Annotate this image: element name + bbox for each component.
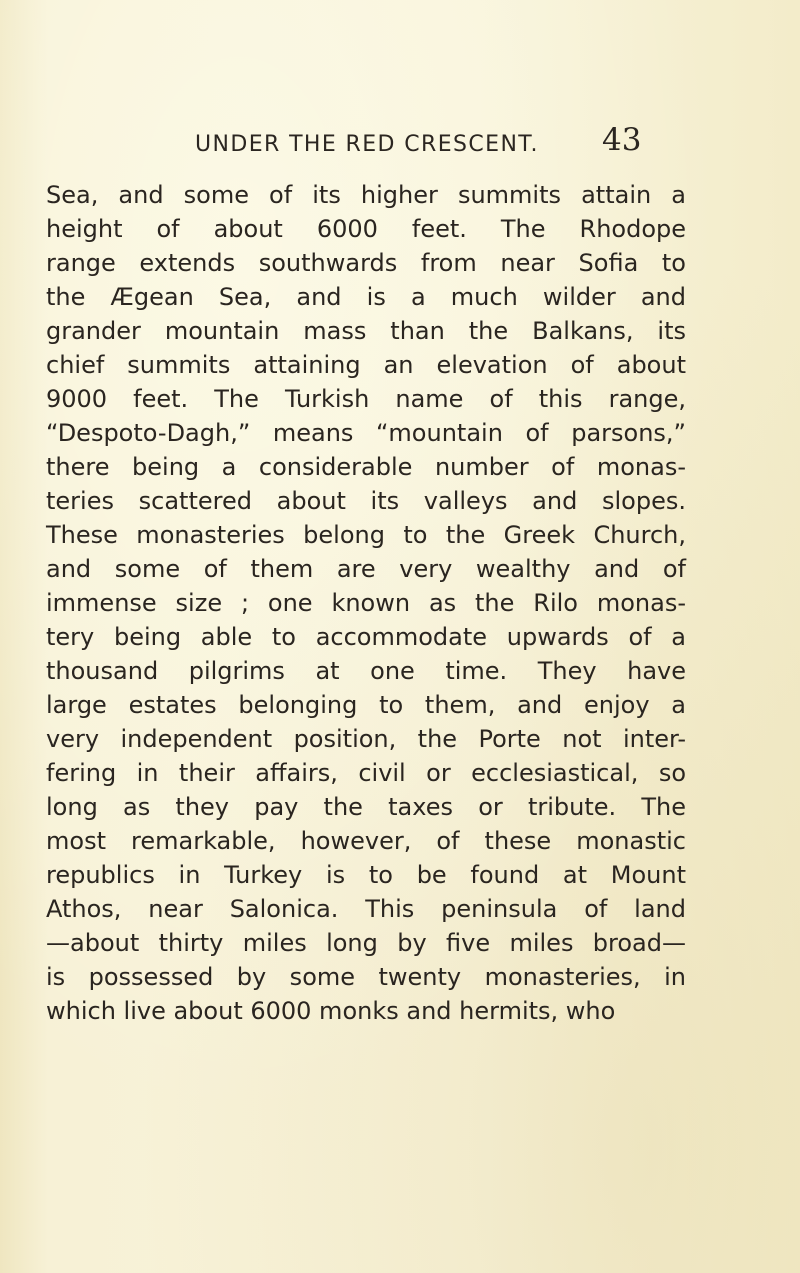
text-line: grander mountain mass than the Balkans, its [46,317,686,345]
text-line: long as they pay the taxes or tribute. The [46,793,686,821]
page-header [0,122,800,162]
text-line: These monasteries belong to the Greek Church, [46,521,686,549]
text-line: thousand pilgrims at one time. They have [46,657,686,685]
text-line: range extends southwards from near Sofia to [46,249,686,277]
text-line: the Ægean Sea, and is a much wilder and [46,283,686,311]
text-line: and some of them are very wealthy and of [46,555,686,583]
text-line: very independent position, the Porte not inter- [46,725,686,753]
body-text [46,178,686,1028]
text-line: is possessed by some twenty monasteries, in [46,963,686,991]
text-line: large estates belonging to them, and enjoy a [46,691,686,719]
text-line: republics in Turkey is to be found at Mount [46,861,686,889]
text-line: 9000 feet. The Turkish name of this range, [46,385,686,413]
text-line: height of about 6000 feet. The Rhodope [46,215,686,243]
text-line: immense size ; one known as the Rilo monas- [46,589,686,617]
running-title: UNDER THE RED CRESCENT. [195,132,539,157]
text-line: teries scattered about its valleys and slopes. [46,487,686,515]
text-line: which live about 6000 monks and hermits, who [46,997,616,1025]
text-line: there being a considerable number of monas- [46,453,686,481]
text-line: chief summits attaining an elevation of about [46,351,686,379]
text-line: most remarkable, however, of these monastic [46,827,686,855]
text-line: Sea, and some of its higher summits attain a [46,181,686,209]
text-line: Athos, near Salonica. This peninsula of land [46,895,686,923]
page-number: 43 [602,122,642,158]
text-line: fering in their affairs, civil or ecclesiastical, so [46,759,686,787]
text-line: “Despoto-Dagh,” means “mountain of parsons,” [46,419,686,447]
text-line: tery being able to accommodate upwards of a [46,623,686,651]
text-line: —about thirty miles long by five miles broad— [46,929,686,957]
